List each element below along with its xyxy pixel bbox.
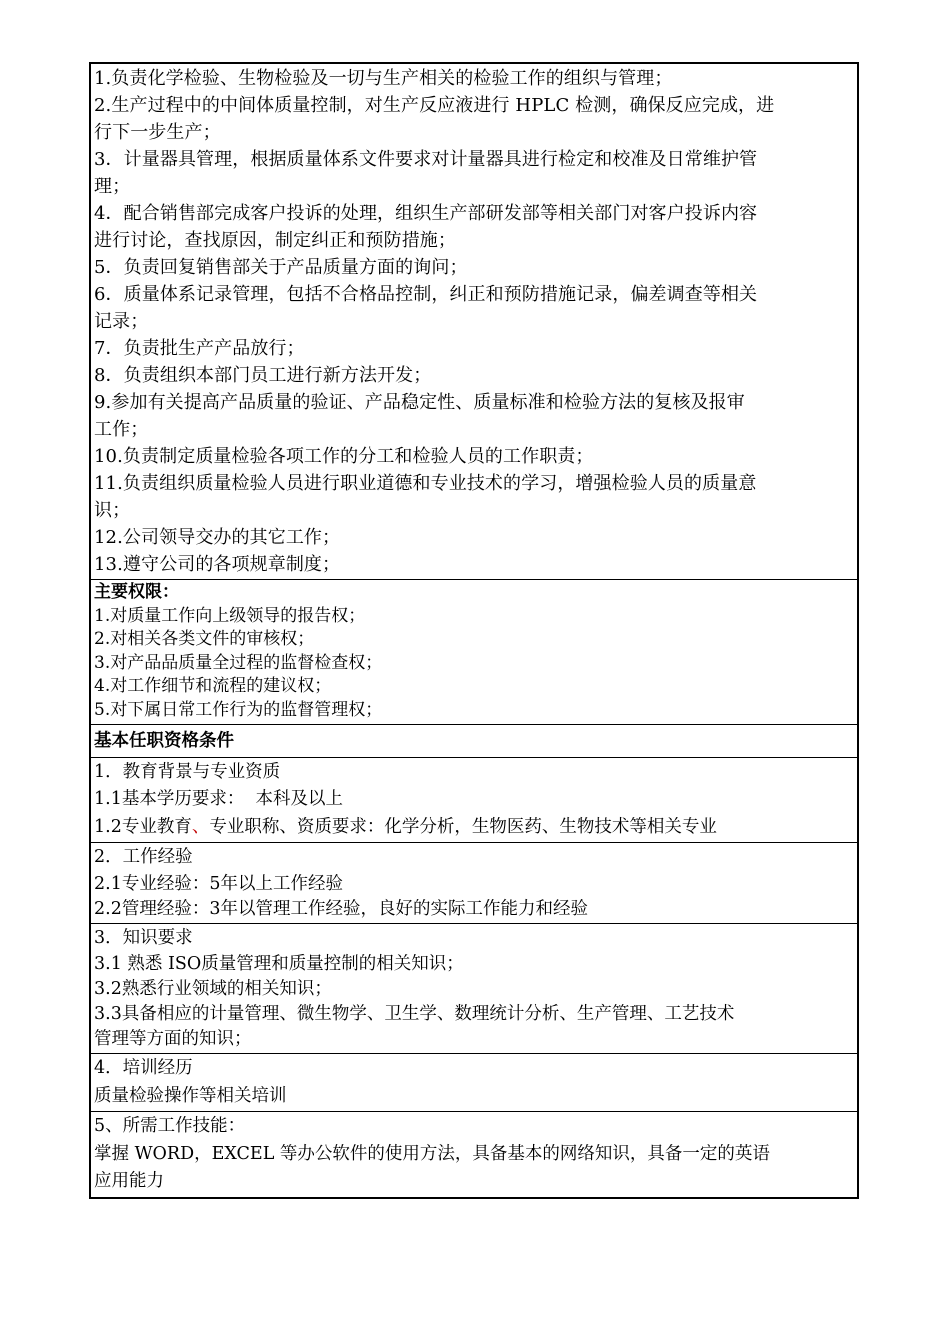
- skills-section: [91, 1111, 857, 1197]
- education-major-mark: 、: [191, 816, 210, 837]
- education-title: 1．教育背景与专业资质: [94, 761, 281, 782]
- duty-line: 2.生产过程中的中间体质量控制，对生产反应液进行 HPLC 检测，确保反应完成，进: [94, 95, 775, 116]
- education-section: [91, 757, 857, 843]
- knowledge-section: [91, 923, 857, 1054]
- duty-line: 7．负责批生产产品放行；: [94, 338, 305, 359]
- duty-line: 12.公司领导交办的其它工作；: [94, 527, 341, 548]
- skills-item: 应用能力: [94, 1171, 164, 1192]
- duty-line: 理；: [94, 176, 131, 197]
- right-item: 1.对质量工作向上级领导的报告权；: [94, 605, 366, 626]
- experience-item: 2.2管理经验：3年以管理工作经验，良好的实际工作能力和经验: [94, 898, 588, 919]
- duty-line: 识；: [94, 500, 131, 521]
- training-title: 4．培训经历: [94, 1058, 193, 1079]
- training-content: 质量检验操作等相关培训: [94, 1085, 287, 1106]
- knowledge-title: 3．知识要求: [94, 927, 193, 948]
- duty-line: 5．负责回复销售部关于产品质量方面的询问；: [94, 257, 468, 278]
- duty-line: 进行讨论，查找原因，制定纠正和预防措施；: [94, 230, 456, 251]
- job-description-table: [89, 62, 859, 1199]
- duty-line: 4．配合销售部完成客户投诉的处理，组织生产部研发部等相关部门对客户投诉内容: [94, 203, 758, 224]
- duty-line: 记录；: [94, 311, 149, 332]
- duty-line: 行下一步生产；: [94, 122, 221, 143]
- education-major-prefix: 1.2专业教育: [94, 816, 192, 837]
- right-item: 5.对下属日常工作行为的监督管理权；: [94, 699, 383, 720]
- knowledge-item: 3.2熟悉行业领域的相关知识；: [94, 979, 332, 1000]
- knowledge-item: 3.1 熟悉 ISO质量管理和质量控制的相关知识；: [94, 954, 464, 975]
- duty-line: 3．计量器具管理，根据质量体系文件要求对计量器具进行检定和校准及日常维护管: [94, 149, 758, 170]
- experience-title: 2．工作经验: [94, 847, 193, 868]
- rights-heading: 主要权限：: [94, 582, 179, 602]
- knowledge-item: 管理等方面的知识；: [94, 1029, 252, 1050]
- qualifications-heading-cell: [91, 724, 857, 757]
- duty-line: 1.负责化学检验、生物检验及一切与生产相关的检验工作的组织与管理；: [94, 68, 673, 89]
- duty-line: 工作；: [94, 419, 149, 440]
- duty-line: 10.负责制定质量检验各项工作的分工和检验人员的工作职责；: [94, 446, 594, 467]
- qualifications-heading: 基本任职资格条件: [94, 730, 234, 751]
- skills-item: 掌握 WORD，EXCEL 等办公软件的使用方法，具备基本的网络知识，具备一定的英语: [94, 1143, 770, 1164]
- right-item: 4.对工作细节和流程的建议权；: [94, 676, 332, 697]
- right-item: 3.对产品品质量全过程的监督检查权；: [94, 652, 383, 673]
- education-degree: 1.1基本学历要求： 本科及以上: [94, 789, 343, 810]
- right-item: 2.对相关各类文件的审核权；: [94, 629, 315, 650]
- duty-line: 11.负责组织质量检验人员进行职业道德和专业技术的学习，增强检验人员的质量意: [94, 473, 757, 494]
- education-major-rest: 专业职称、资质要求：化学分析，生物医药、生物技术等相关专业: [209, 816, 717, 837]
- experience-item: 2.1专业经验：5年以上工作经验: [94, 873, 343, 894]
- knowledge-item: 3.3具备相应的计量管理、微生物学、卫生学、数理统计分析、生产管理、工艺技术: [94, 1004, 735, 1025]
- skills-title: 5、所需工作技能：: [94, 1116, 246, 1137]
- duty-line: 8．负责组织本部门员工进行新方法开发；: [94, 365, 432, 386]
- duty-line: 6．质量体系记录管理，包括不合格品控制，纠正和预防措施记录，偏差调查等相关: [94, 284, 758, 305]
- duty-line: 9.参加有关提高产品质量的验证、产品稳定性、质量标准和检验方法的复核及报审: [94, 392, 745, 413]
- training-section: [91, 1053, 857, 1111]
- duties-section: [91, 64, 857, 579]
- rights-section: [91, 579, 857, 724]
- duty-line: 13.遵守公司的各项规章制度；: [94, 554, 341, 575]
- experience-section: [91, 842, 857, 923]
- education-major: [94, 814, 857, 842]
